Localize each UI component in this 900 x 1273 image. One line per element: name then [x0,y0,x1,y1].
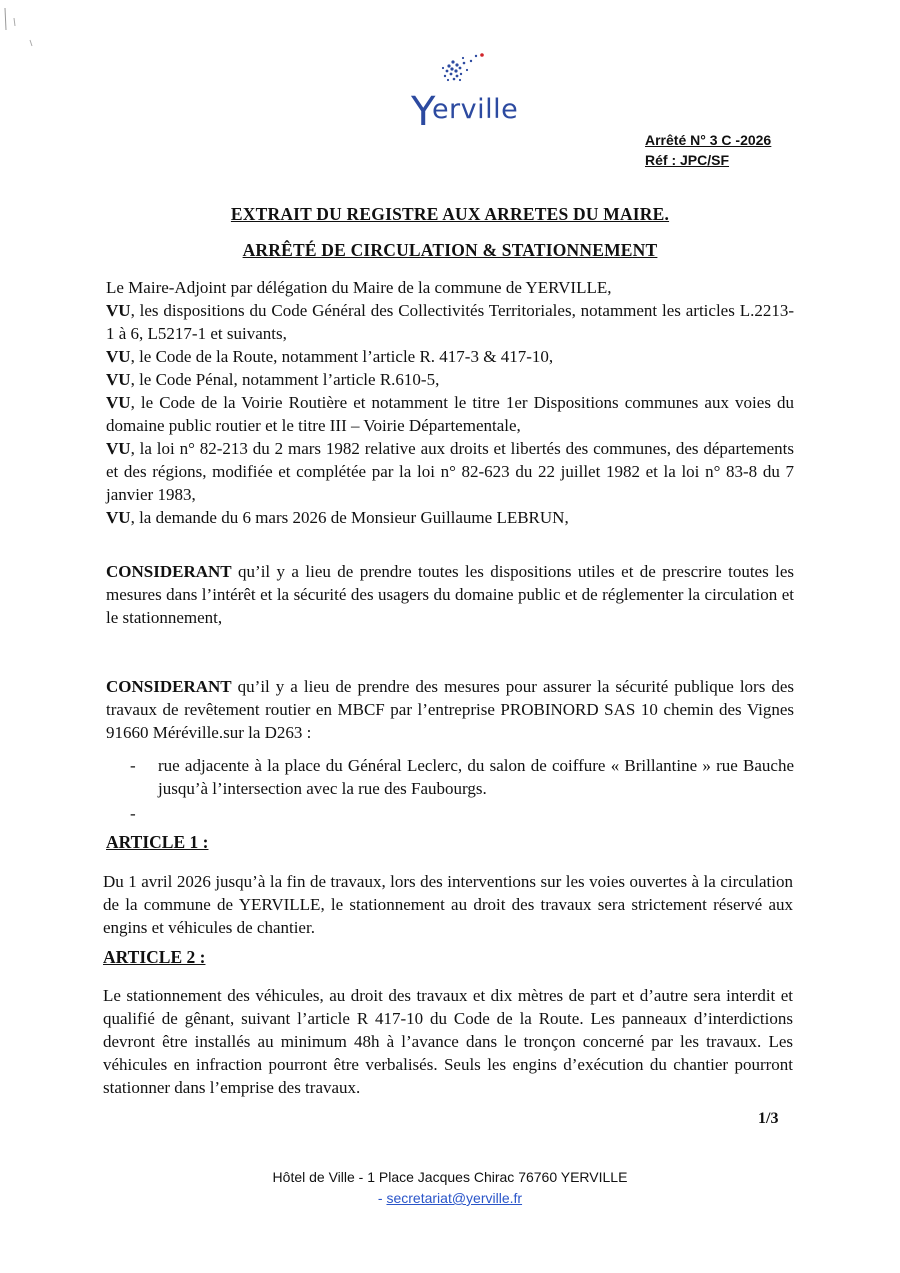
arrete-reference [645,130,771,170]
list-item: - rue adjacente à la place du Général Leclerc, du salon de coiffure « Brillantine » rue Bauche jusqu’à l’intersection avec la rue des Faubourgs. [130,756,794,798]
considerant-1: CONSIDERANT qu’il y a lieu de prendre toutes les dispositions utiles et de prescrire toutes les mesures dans l’intérêt et la sécurité des usagers du domaine public et de réglementer la circulation et le stationnement, [106,562,794,627]
email-prefix: - [377,1190,387,1206]
preamble-intro: Le Maire-Adjoint par délégation du Maire de la commune de YERVILLE, [106,278,612,297]
street-list [106,754,794,825]
considerant-2: CONSIDERANT qu’il y a lieu de prendre des mesures pour assurer la sécurité publique lors des travaux de revêtement routier en MBCF par l’entreprise PROBINORD SAS 10 chemin des Vignes 91660 Méréville.sur la D263 : [106,677,794,742]
visa-item: VU, les dispositions du Code Général des Collectivités Territoriales, notamment les articles L.2213-1 à 6, L5217-1 et suivants, [106,301,794,343]
footer-address: Hôtel de Ville - 1 Place Jacques Chirac 76760 YERVILLE [272,1169,628,1185]
article-2-text: Le stationnement des véhicules, au droit des travaux et dix mètres de part et d’autre sera interdit et qualifié de gênant, suivant l’article R 417-10 du Code de la Route. Les panneaux d’interdictions devront être installés au minimum 48h à l’avance dans le tronçon concerné par les travaux. Les véhicules en infraction pourront être verbalisés. Seuls les engins d’exécution du chantier pourront stationner dans l’emprise des travaux. [103,986,793,1097]
visa-item: VU, la demande du 6 mars 2026 de Monsieur Guillaume LEBRUN, [106,508,569,527]
dandelion-seeds-icon [427,52,487,86]
visa-item: VU, le Code de la Route, notamment l’article R. 417-3 & 417-10, [106,347,554,366]
logo-wordmark: Yerville [411,89,519,135]
email-link[interactable]: secretariat@yerville.fr [386,1190,523,1206]
extract-title: EXTRAIT DU REGISTRE AUX ARRETES DU MAIRE. [230,204,670,224]
list-item-empty: - [130,804,136,823]
visa-item: VU, le Code Pénal, notamment l’article R.610-5, [106,370,440,389]
visa-item: VU, le Code de la Voirie Routière et notamment le titre 1er Dispositions communes aux voies du domaine public routier et le titre III – Voirie Départementale, [106,393,794,435]
article-1-heading: ARTICLE 1 : [106,832,209,852]
page-number: 1/3 [758,1110,779,1127]
preamble-visas [106,276,794,529]
arrete-title: ARRÊTÉ DE CIRCULATION & STATIONNEMENT [242,240,658,260]
yerville-logo [405,52,519,135]
article-1-text: Du 1 avril 2026 jusqu’à la fin de travaux, lors des interventions sur les voies ouvertes à la circulation de la commune de YERVILLE, le stationnement au droit des travaux sera strictement réservé aux engins et véhicules de chantier. [103,872,793,937]
article-2-heading: ARTICLE 2 : [103,947,206,967]
visa-item: VU, la loi n° 82-213 du 2 mars 1982 relative aux droits et libertés des communes, des départements et des régions, modifiée et complétée par la loi n° 82-623 du 22 juillet 1982 et la loi n° 83-8 du 7 janvier 1983, [106,439,794,504]
reference-code: Réf : JPC/SF [645,152,730,168]
scan-artifact-marks [0,0,60,60]
arrete-number: Arrêté N° 3 C -2026 [645,132,772,148]
page-footer [0,1167,900,1209]
